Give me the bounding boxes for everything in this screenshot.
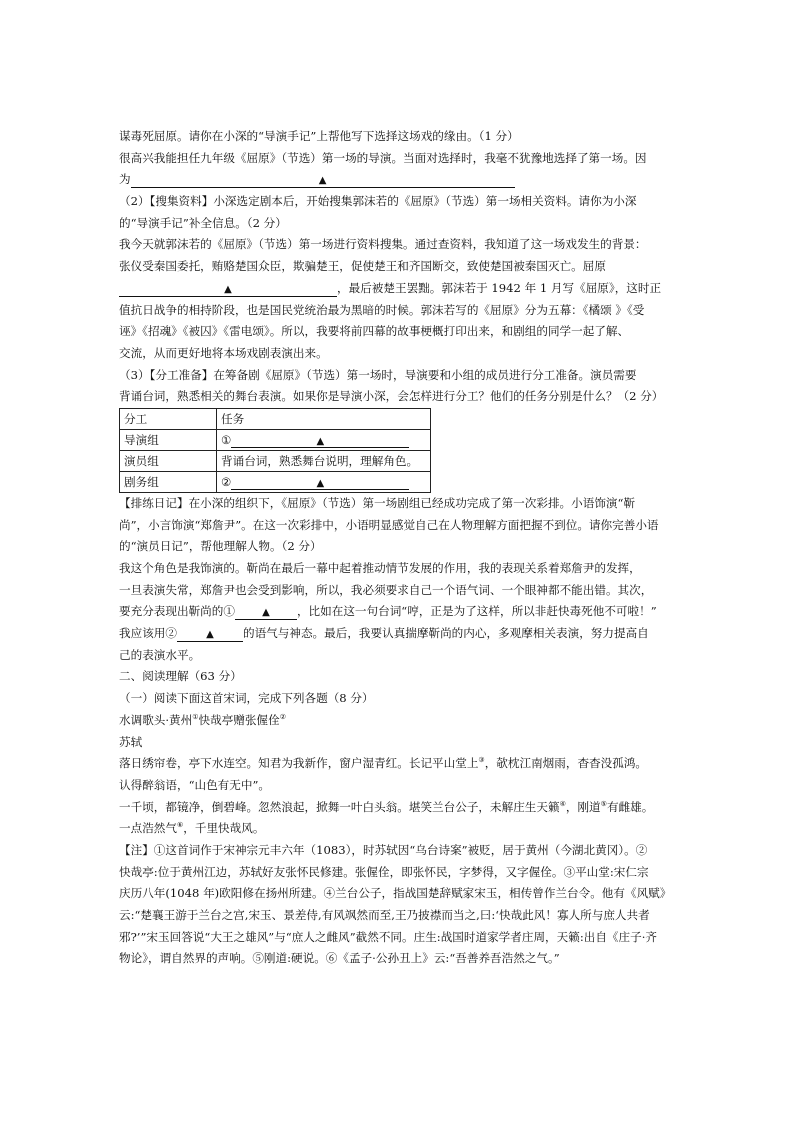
- text-line: 值抗日战争的相持阶段，也是国民党统治最为黑暗的时候。郭沫若写的《屈原》分为五幕：《橘颂 》《受: [119, 302, 645, 317]
- table-header-cell: 分工: [120, 408, 217, 429]
- poem-text: 一点浩然气: [119, 821, 177, 836]
- footnote-ref: ②: [279, 712, 286, 721]
- text-line: [119, 623, 675, 645]
- text-fragment: ，比如在这一句台词“哼，正是为了这样，所以非赶快毒死他不可啦！”: [296, 604, 657, 619]
- table-cell-group: 导演组: [120, 429, 217, 450]
- answer-blank-6[interactable]: [177, 626, 243, 642]
- table-cell-task: [217, 429, 431, 450]
- text-line: 的“导演手记”补全信息。（2 分）: [119, 215, 287, 230]
- poem-text: 一千顷，都镜净，倒碧峰。忽然浪起，掀舞一叶白头翁。堪笑兰台公子，未解庄生天籁: [119, 799, 560, 814]
- text-line: 背诵台词，熟悉相关的舞台表演。如果你是导演小深，会怎样进行分工？他们的任务分别是什么？（2 分）: [119, 389, 664, 404]
- answer-blank-4[interactable]: [231, 475, 409, 490]
- footnote-ref: ④: [559, 799, 566, 808]
- text-line: 【排练日记】在小深的组织下，《屈原》（节选）第一场剧组已经成功完成了第一次彩排。小语饰演“靳: [119, 495, 636, 510]
- section-heading: 二、阅读理解（63 分）: [119, 669, 242, 684]
- text-line: 张仪受秦国委托，贿赂楚国众臣，欺骗楚王，促使楚王和齐国断交，致使楚国被秦国灭亡。屈原: [119, 259, 606, 274]
- footnote-ref: ⑥: [176, 821, 184, 830]
- footnote-ref: ①: [192, 712, 199, 721]
- poem-title-part: 水调歌头·黄州: [119, 712, 193, 727]
- poem-line: 认得醉翁语，“山色有无中”。: [119, 777, 270, 792]
- table-cell-group: 剧务组: [120, 471, 217, 492]
- text-line: 诬》《招魂》《被囚》《雷电颂》。所以，我要将前四幕的故事梗概打印出来，和剧组的同学一起了解、: [119, 324, 630, 339]
- text-line: （2）【搜集资料】小深选定剧本后，开始搜集郭沫若的《屈原》（节选）第一场相关资料。请你为小深: [119, 194, 637, 209]
- text-line: 一旦表演失常，郑詹尹也会受到影响，所以，我必须要求自己一个语气词、一个眼神都不能出错。其次，: [119, 582, 653, 597]
- sub-heading: （一）阅读下面这首宋词，完成下列各题（8 分）: [119, 691, 374, 706]
- blank-marker: ▲: [206, 629, 214, 641]
- footnote-ref: ⑤: [600, 799, 607, 808]
- text-fragment: 我应该用②: [119, 626, 177, 641]
- answer-blank-5[interactable]: [235, 604, 297, 620]
- table-cell-task: 背诵台词，熟悉舞台说明，理解角色。: [217, 450, 431, 471]
- footnote-ref: ③: [478, 756, 485, 765]
- text-line: 的“演员日记”，帮他理解人物。（2 分）: [119, 539, 322, 554]
- poem-author: 苏轼: [119, 734, 143, 749]
- poem-title: [119, 710, 675, 732]
- blank-marker: ▲: [316, 435, 325, 447]
- table-cell-group: 演员组: [120, 450, 217, 471]
- note-line: 快哉亭:位于黄州江边，苏轼好友张怀民修建。张偓佺，即张怀民，字梦得，又字偓佺。③平山堂:宋仁宗: [119, 864, 649, 879]
- text-fragment: 的语气与神态。最后，我要认真揣摩靳尚的内心，多观摩相关表演，努力提高自: [242, 626, 649, 641]
- item-number: ①: [221, 432, 232, 447]
- text-line: 交流，从而更好地将本场戏剧表演出来。: [119, 345, 328, 360]
- poem-line: [119, 753, 675, 775]
- poem-text: ，千里快哉风。: [183, 821, 265, 836]
- table-header-cell: 任务: [217, 408, 431, 429]
- blank-marker: ▲: [318, 175, 327, 187]
- text-line: 我这个角色是我饰演的。靳尚在最后一幕中起着推动情节发展的作用，我的表现关系着郑詹尹的发挥，: [119, 561, 641, 575]
- text-line: （3）【分工准备】在筹备剧《屈原》（节选）第一场时，导演要和小组的成员进行分工准备。演员需要: [119, 367, 637, 382]
- table-header-row: [120, 408, 431, 429]
- note-line: 物论》，谓自然界的声响。⑤刚道:硬说。⑥《孟子·公孙丑上》云:“吾善养吾浩然之气。”: [119, 951, 560, 966]
- poem-text: ，刚道: [565, 799, 601, 814]
- blank-marker: ▲: [224, 283, 232, 295]
- item-number: ②: [221, 474, 232, 489]
- text-line: [119, 601, 675, 623]
- poem-line: [119, 818, 675, 840]
- text-line: [119, 169, 675, 191]
- text-line: 尚”，小言饰演“郑詹尹”。在这一次彩排中，小语明显感觉自己在人物理解方面把握不到位。请你完善小语: [119, 517, 659, 532]
- table-row: [120, 429, 431, 450]
- note-line: 庆历八年(1048 年)欧阳修在扬州所建。④兰台公子，指战国楚辞赋家宋玉，相传曾作兰台令。他有《风赋》: [119, 886, 672, 901]
- text-fragment: 为: [119, 172, 131, 187]
- text-fragment: ，最后被楚王罢黜。郭沫若于 1942 年 1 月写《屈原》，这时正: [337, 280, 662, 295]
- poem-text: ，欹枕江南烟雨，杳杳没孤鸿。: [484, 756, 648, 771]
- text-line: 很高兴我能担任九年级《屈原》（节选）第一场的导演。当面对选择时，我毫不犹豫地选择了第一场。因: [119, 150, 647, 165]
- table-row: [120, 450, 431, 471]
- table-cell-task: [217, 471, 431, 492]
- blank-marker: ▲: [316, 477, 325, 489]
- text-line: 我今天就郭沫若的《屈原》（节选）第一场进行资料搜集。通过查资料，我知道了这一场戏发生的背景：: [119, 237, 647, 252]
- text-line: 己的表演水平。: [119, 647, 201, 662]
- document-page: [119, 126, 675, 970]
- text-line: 谋毒死屈原。请你在小深的“导演手记”上帮他写下选择这场戏的缘由。（1 分）: [119, 129, 519, 143]
- text-fragment: 要充分表现出靳尚的①: [119, 604, 235, 619]
- table-row: [120, 471, 431, 492]
- answer-blank-1[interactable]: [131, 172, 515, 188]
- answer-blank-2[interactable]: [119, 281, 337, 297]
- note-line: 云:“楚襄王游于兰台之宫,宋玉、景差侍,有风飒然而至,王乃披襟而当之,曰:‘快哉此风！寡人所与庶人共者: [119, 908, 650, 922]
- poem-title-part: 快哉亭赠张偓佺: [198, 712, 280, 727]
- blank-marker: ▲: [262, 607, 270, 619]
- poem-text: 落日绣帘卷，亭下水连空。知君为我新作，窗户湿青红。长记平山堂上: [119, 756, 479, 771]
- poem-text: 有雌雄。: [606, 799, 654, 814]
- poem-line: [119, 797, 675, 819]
- note-line: 【注】①这首词作于宋神宗元丰六年（1083），时苏轼因“乌台诗案”被贬，居于黄州（今湖北黄冈）。②: [119, 842, 648, 857]
- text-line: [119, 278, 675, 300]
- note-line: 邪?’”宋玉回答说“大王之雄风”与“庶人之雌风”截然不同。庄生:战国时道家学者庄周，天籁:出自《庄子·齐: [119, 929, 657, 944]
- answer-blank-3[interactable]: [231, 433, 409, 448]
- task-table: [119, 408, 431, 493]
